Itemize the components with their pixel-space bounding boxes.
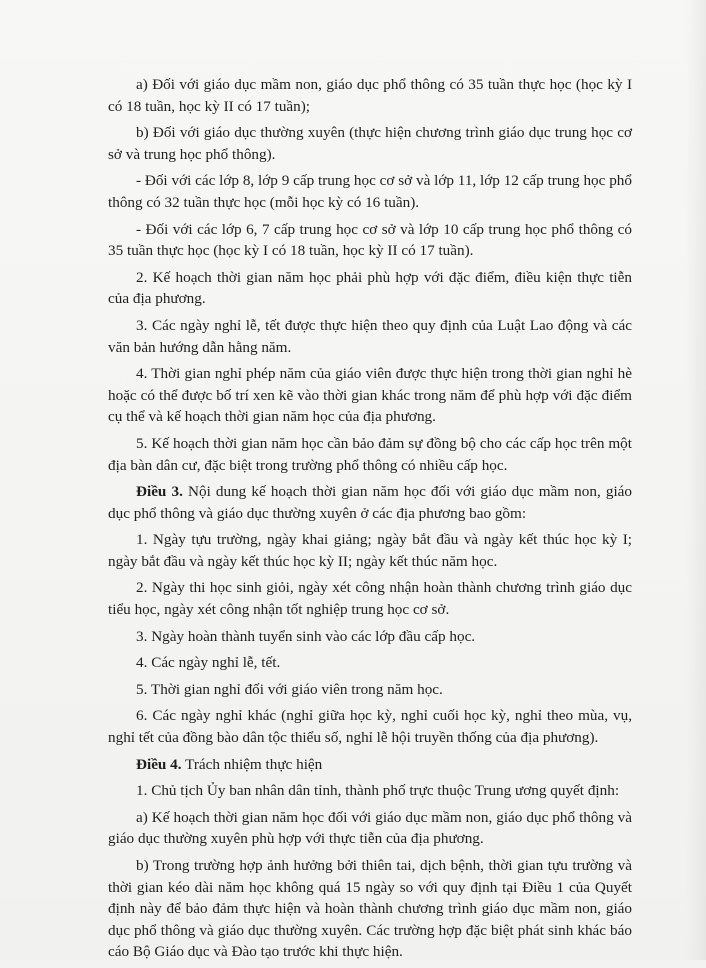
paragraph: [108, 855, 632, 963]
paragraph-text: 4. Thời gian nghỉ phép năm của giáo viên được thực hiện trong thời gian nghỉ hè hoặc có thể được bố trí xen kẽ vào thời gian khác trong năm để phù hợp với đặc điểm cụ thể và kế hoạch thời gian năm học của địa phương.: [108, 365, 632, 426]
paragraph-text: 4. Các ngày nghỉ lễ, tết.: [136, 654, 281, 672]
paragraph-text: 5. Kế hoạch thời gian năm học cần bảo đảm sự đồng bộ cho các cấp học trên một địa bàn dân cư, đặc biệt trong trường phổ thông có nhiều cấp học.: [108, 434, 632, 474]
paragraph: [108, 170, 632, 213]
paragraph-text: 5. Thời gian nghỉ đối với giáo viên trong năm học.: [136, 680, 443, 698]
paragraph: [108, 122, 632, 165]
paragraph-text: 2. Kế hoạch thời gian năm học phải phù hợp với đặc điểm, điều kiện thực tiễn của địa phương.: [108, 268, 632, 308]
paragraph-text: 2. Ngày thi học sinh giỏi, ngày xét công nhận hoàn thành chương trình giáo dục tiểu học, ngày xét công nhận tốt nghiệp trung học cơ sở.: [108, 579, 632, 619]
paragraph: [108, 577, 632, 620]
paragraph: [108, 315, 632, 358]
paragraph: [108, 267, 632, 310]
paragraph-text: 1. Chủ tịch Ủy ban nhân dân tỉnh, thành phố trực thuộc Trung ương quyết định:: [136, 782, 620, 800]
paragraph: [108, 433, 632, 476]
paragraph-text: a) Đối với giáo dục mầm non, giáo dục phổ thông có 35 tuần thực học (học kỳ I có 18 tuần, học kỳ II có 17 tuần);: [108, 76, 632, 115]
paragraph: [108, 754, 632, 776]
paragraph-text: - Đối với các lớp 6, 7 cấp trung học cơ sở và lớp 10 cấp trung học phổ thông có 35 tuần thực học (học kỳ I có 18 tuần, học kỳ II có 17 tuần).: [108, 220, 632, 260]
paragraph: [108, 626, 632, 648]
paragraph-text: b) Đối với giáo dục thường xuyên (thực hiện chương trình giáo dục trung học cơ sở và trung học phổ thông).: [108, 124, 632, 163]
paragraph-text: 3. Các ngày nghỉ lễ, tết được thực hiện theo quy định của Luật Lao động và các văn bản hướng dẫn hằng năm.: [108, 316, 632, 356]
paragraph-text: Trách nhiệm thực hiện: [181, 755, 323, 773]
paragraph-text: 3. Ngày hoàn thành tuyển sinh vào các lớp đầu cấp học.: [136, 627, 476, 645]
paragraph: [108, 74, 632, 117]
paragraph: [108, 363, 632, 428]
paragraph-text: 6. Các ngày nghỉ khác (nghỉ giữa học kỳ, nghỉ cuối học kỳ, nghỉ theo mùa, vụ, nghỉ tết của đồng bào dân tộc thiểu số, nghỉ lễ hội truyền thống của địa phương).: [108, 707, 632, 747]
document-body: [108, 74, 632, 968]
paragraph-text: Nội dung kế hoạch thời gian năm học đối với giáo dục mầm non, giáo dục phổ thông và giáo dục thường xuyên ở các địa phương bao gồm:: [108, 483, 633, 522]
paragraph: [108, 219, 632, 262]
paragraph-text: - Đối với các lớp 8, lớp 9 cấp trung học cơ sở và lớp 11, lớp 12 cấp trung học phổ thông có 32 tuần thực học (mỗi học kỳ có 16 tuần).: [108, 172, 632, 211]
article-heading: Điều 4.: [136, 755, 182, 773]
paragraph-text: a) Kế hoạch thời gian năm học đối với giáo dục mầm non, giáo dục phổ thông và giáo dục thường xuyên phù hợp với thực tiễn của địa phương.: [108, 808, 632, 848]
page-edge-shadow: [686, 0, 706, 960]
article-heading: Điều 3.: [136, 483, 183, 501]
paragraph-text: 1. Ngày tựu trường, ngày khai giảng; ngày bắt đầu và ngày kết thúc học kỳ I; ngày bắt đầu và ngày kết thúc học kỳ II; ngày kết thúc năm học.: [108, 531, 632, 570]
paragraph: [108, 679, 632, 701]
paragraph-text: b) Trong trường hợp ảnh hưởng bởi thiên tai, dịch bệnh, thời gian tựu trường và thời gian kéo dài năm học không quá 15 ngày so với quy định tại Điều 1 của Quyết định này để bảo đảm thực hiện và hoàn thành chương trình giáo dục mầm non, giáo dục phổ thông và giáo dục thường xuyên. Các trường hợp đặc biệt phát sinh khác báo cáo Bộ Giáo dục và Đào tạo trước khi thực hiện.: [108, 857, 632, 961]
paragraph: [108, 807, 632, 850]
paragraph: [108, 481, 632, 524]
paragraph: [108, 705, 632, 748]
paragraph: [108, 780, 632, 802]
paragraph: [108, 652, 632, 674]
paragraph: [108, 529, 632, 572]
